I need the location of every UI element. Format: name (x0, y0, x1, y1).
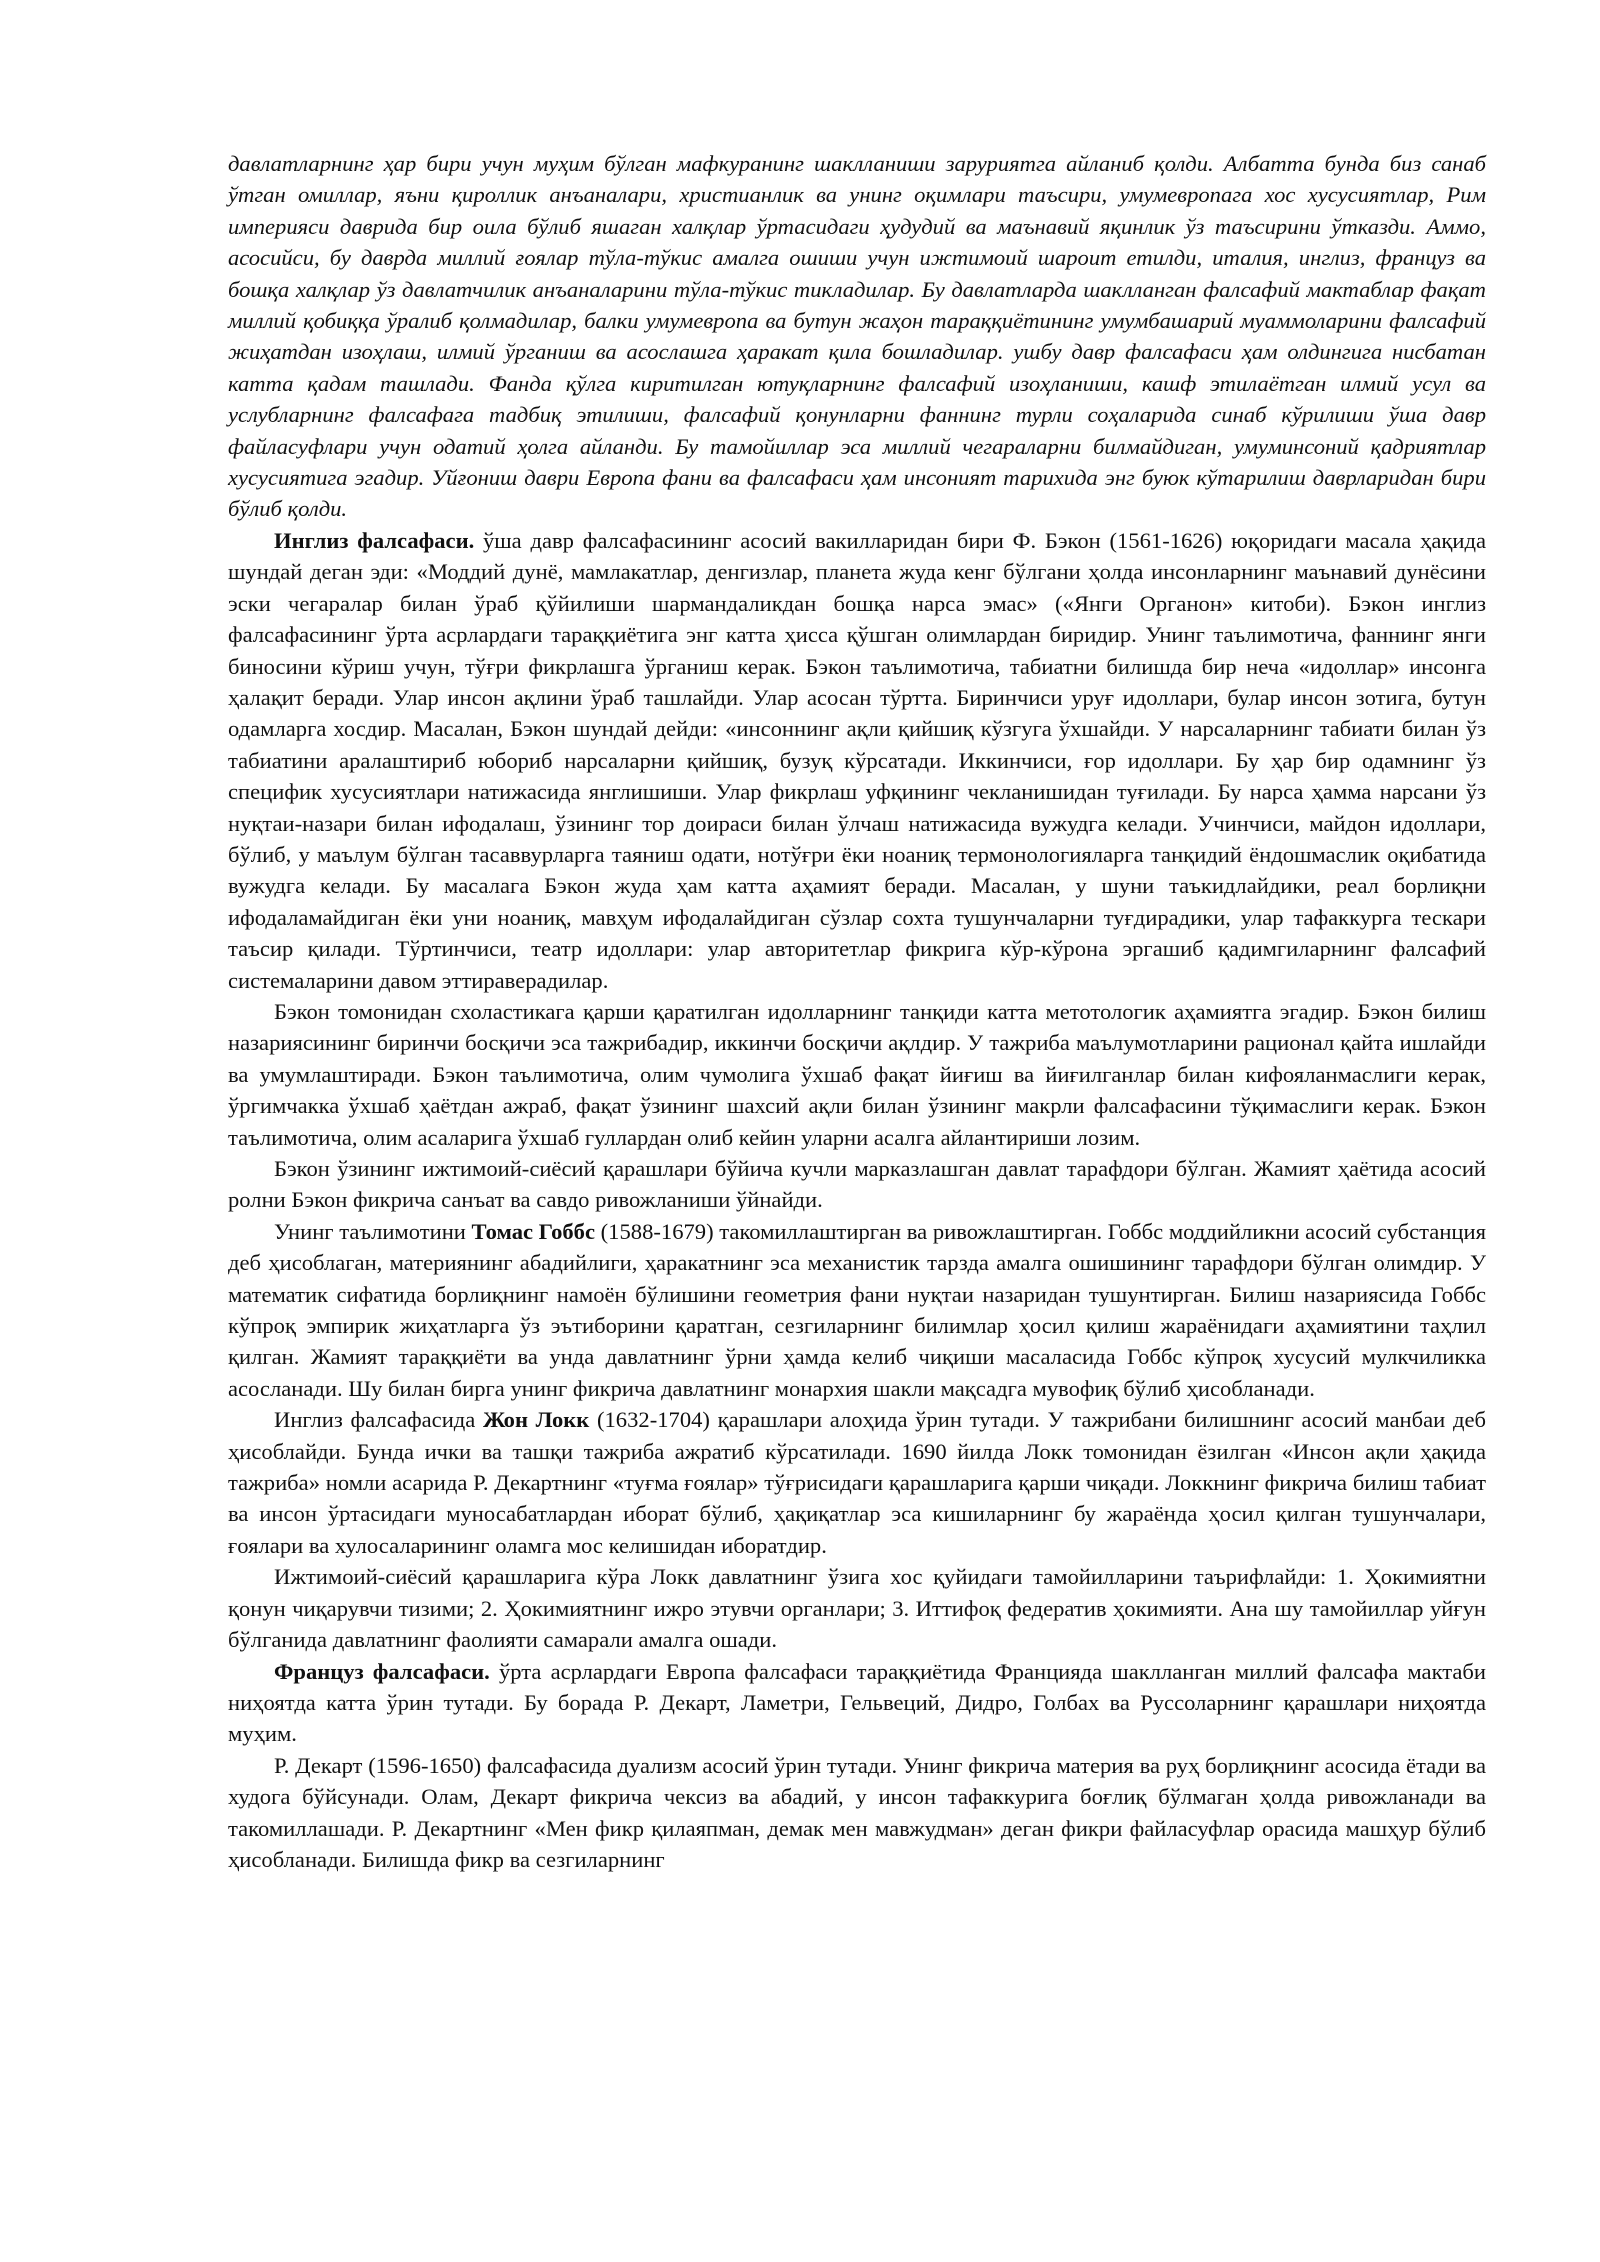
paragraph-text: Унинг таълимотини (274, 1218, 472, 1244)
paragraph-intro: давлатларнинг ҳар бири учун муҳим бўлган мафкуранинг шаклланиши заруриятга айланиб қолди. Албатта бунда биз санаб ўтган омиллар, яъни қироллик анъаналари, христианлик ва унинг оқимлари таъсири, умумевропага хос хусусиятлар, Рим империяси даврида бир оила бўлиб яшаган халқлар ўртасидаги ҳудудий ва маънавий яқинлик ўз таъсирини ўтказди. Аммо, асосийси, бу даврда миллий ғоялар тўла-тўкис амалга ошиши учун ижтимоий шароит етилди, италия, инглиз, француз ва бошқа халқлар ўз давлатчилик анъаналарини тўла-тўкис тикладилар. Бу давлатларда шаклланган фалсафий мактаблар фақат миллий қобиққа ўралиб қолмадилар, балки умумевропа ва бутун жаҳон тараққиётининг умумбашарий муаммоларини фалсафий жиҳатдан изоҳлаш, илмий ўрганиш ва асослашга ҳаракат қила бошладилар. ушбу давр фалсафаси ҳам олдингига нисбатан катта қадам ташлади. Фанда қўлга киритилган ютуқларнинг фалсафий изоҳланиши, кашф этилаётган илмий усул ва услубларнинг фалсафага тадбиқ этилиши, фалсафий қонунларни фаннинг турли соҳаларида синаб кўрилиши ўша давр файласуфлари учун одатий ҳолга айланди. Бу тамойиллар эса миллий чегараларни билмайдиган, умуминсоний қадриятлар хусусиятига эгадир. Уйғониш даври Европа фани ва фалсафаси ҳам инсоният тарихида энг буюк кўтарилиш даврларидан бири бўлиб қолди. (228, 151, 1486, 522)
paragraph-locke-politics: Ижтимоий-сиёсий қарашларига кўра Локк давлатнинг ўзига хос қуйидаги тамойилларини таърифлайди: 1. Ҳокимиятни қонун чиқарувчи тизими; 2. Ҳокимиятнинг ижро этувчи органлари; 3. Иттифоқ федератив ҳокимияти. Ана шу тамойиллар уйғун бўлганида давлатнинг фаолияти самарали амалга ошади. (228, 1564, 1486, 1653)
paragraph-text: ўша давр фалсафасининг асосий вакилларидан бири Ф. Бэкон (1561-1626) юқоридаги масала ҳақида шундай деган эди: «Моддий дунё, мамлакатлар, денгизлар, планета жуда кенг бўлгани ҳолда инсонларнинг маънавий дунёсини эски чегаралар билан ўраб қўйилиши шармандаликдан бошқа нарса эмас» («Янги Органон» китоби). Бэкон инглиз фалсафасининг ўрта асрлардаги тараққиётига энг катта ҳисса қўшган олимлардан биридир. Унинг таълимотича, фаннинг янги биносини кўриш учун, тўғри фикрлашга ўрганиш керак. Бэкон таълимотича, табиатни билишда бир неча «идоллар» инсонга ҳалақит беради. Улар инсон ақлини ўраб ташлайди. Улар асосан тўртта. Биринчиси уруғ идоллари, булар инсон зотига, бутун одамларга хосдир. Масалан, Бэкон шундай дейди: «инсоннинг ақли қийшиқ кўзгуга ўхшайди. У нарсаларнинг табиати билан ўз табиатини аралаштириб юбориб нарсаларни қийшиқ, бузуқ кўрсатади. Иккинчиси, ғор идоллари. Бу ҳар бир одамнинг ўз специфик хусусиятлари натижасида янглишиши. Улар фикрлаш уфқининг чекланишидан туғилади. Бу нарса ҳамма нарсани ўз нуқтаи-назари билан ифодалаш, ўзининг тор доираси билан ўлчаш натижасида вужудга келади. Учинчиси, майдон идоллари, бўлиб, у маълум бўлган тасаввурларга таяниш одати, нотўғри ёки ноаниқ термонологияларга танқидий ёндошмаслик оқибатида вужудга келади. Бу масалага Бэкон жуда ҳам катта аҳамият беради. Масалан, у шуни таъкидлайдики, реал борлиқни ифодаламайдиган ёки уни ноаниқ, мавҳум ифодалайдиган сўзлар сохта тушунчаларни туғдирадики, улар тафаккурга тескари таъсир қилади. Тўртинчиси, театр идоллари: улар авторитетлар фикрига кўр-кўрона эргашиб қадимгиларнинг фалсафий системаларини давом эттираверадилар. (228, 527, 1486, 993)
name-locke: Жон Локк (483, 1407, 590, 1433)
paragraph-hobbes (228, 1216, 1486, 1404)
document-page (228, 148, 1486, 1875)
paragraph-bacon-politics: Бэкон ўзининг ижтимоий-сиёсий қарашлари бўйича кучли марказлашган давлат тарафдори бўлган. Жамият ҳаётида асосий ролни Бэкон фикрича санъат ва савдо ривожланиши ўйнайди. (228, 1156, 1486, 1213)
paragraph-text: Инглиз фалсафасида (274, 1407, 484, 1433)
paragraph-bacon-idols: Бэкон томонидан схоластикага қарши қаратилган идолларнинг танқиди катта метотологик аҳамиятга эгадир. Бэкон билиш назариясининг биринчи босқичи эса тажрибадир, иккинчи босқичи ақлдир. У тажриба маълумотларини рационал қайта ишлайди ва умумлаштиради. Бэкон таълимотича, олим чумолига ўхшаб фақат йиғиш ва йиғилганлар билан кифояланмаслиги керак, ўргимчакка ўхшаб ҳаётдан ажраб, фақат ўзининг шахсий ақли билан ўзининг макрли фалсафасини тўқимаслиги керак. Бэкон таълимотича, олим асаларига ўхшаб гуллардан олиб кейин уларни асалга айлантириши лозим. (228, 998, 1486, 1150)
paragraph-french-philosophy (228, 1656, 1486, 1750)
paragraph-locke (228, 1404, 1486, 1561)
section-heading-english-philosophy: Инглиз фалсафаси. (274, 527, 475, 553)
paragraph-text: (1588-1679) такомиллаштирган ва ривожлаштирган. Гоббс моддийликни асосий субстанция деб ҳисоблаган, материянинг абадийлиги, ҳаракатнинг эса механистик тарзда амалга ошишининг тарафдори бўлган олимдир. У математик сифатида борлиқнинг намоён бўлишини геометрия фани нуқтаи назаридан тушунтирган. Билиш назариясида Гоббс кўпроқ эмпирик жиҳатларга ўз эътиборини қаратган, сезгиларнинг билимлар ҳосил қилиш жараёнидаги аҳамиятини таҳлил қилган. Жамият тараққиёти ва унда давлатнинг ўрни ҳамда келиб чиқиши масаласида Гоббс кўпроқ хусусий мулкчиликка асосланади. Шу билан бирга унинг фикрича давлатнинг монархия шакли мақсадга мувофиқ бўлиб ҳисобланади. (228, 1218, 1486, 1401)
paragraph-descartes: Р. Декарт (1596-1650) фалсафасида дуализм асосий ўрин тутади. Унинг фикрича материя ва руҳ борлиқнинг асосида ётади ва худога бўйсунади. Олам, Декарт фикрича чексиз ва абадий, у инсон тафаккурига боғлиқ бўлмаган ҳолда ривожланади ва такомиллашади. Р. Декартнинг «Мен фикр қилаяпман, демак мен мавжудман» деган фикри файласуфлар орасида машҳур бўлиб ҳисобланади. Билишда фикр ва сезгиларнинг (228, 1752, 1486, 1872)
section-heading-french-philosophy: Француз фалсафаси. (274, 1658, 490, 1684)
paragraph-text: (1632-1704) қарашлари алоҳида ўрин тутади. У тажрибани билишнинг асосий манбаи деб ҳисоблайди. Бунда ички ва ташқи тажриба ажратиб кўрсатилади. 1690 йилда Локк томонидан ёзилган «Инсон ақли ҳақида тажриба» номли асарида Р. Декартнинг «туғма ғоялар» тўғрисидаги қарашларига қарши чиқади. Локкнинг фикрича билиш табиат ва инсон ўртасидаги муносабатлардан иборат бўлиб, ҳақиқатлар эса кишиларнинг бу жараёнда ҳосил қилган тушунчалари, ғоялари ва хулосаларининг оламга мос келишидан иборатдир. (228, 1407, 1486, 1558)
paragraph-english-philosophy (228, 525, 1486, 996)
paragraph-text: ўрта асрлардаги Европа фалсафаси тараққиётида Францияда шаклланган миллий фалсафа мактаби ниҳоятда катта ўрин тутади. Бу борада Р. Декарт, Ламетри, Гельвеций, Дидро, Голбах ва Руссоларнинг қарашлари ниҳоятда муҳим. (228, 1658, 1487, 1747)
name-hobbes: Томас Гоббс (471, 1218, 595, 1244)
